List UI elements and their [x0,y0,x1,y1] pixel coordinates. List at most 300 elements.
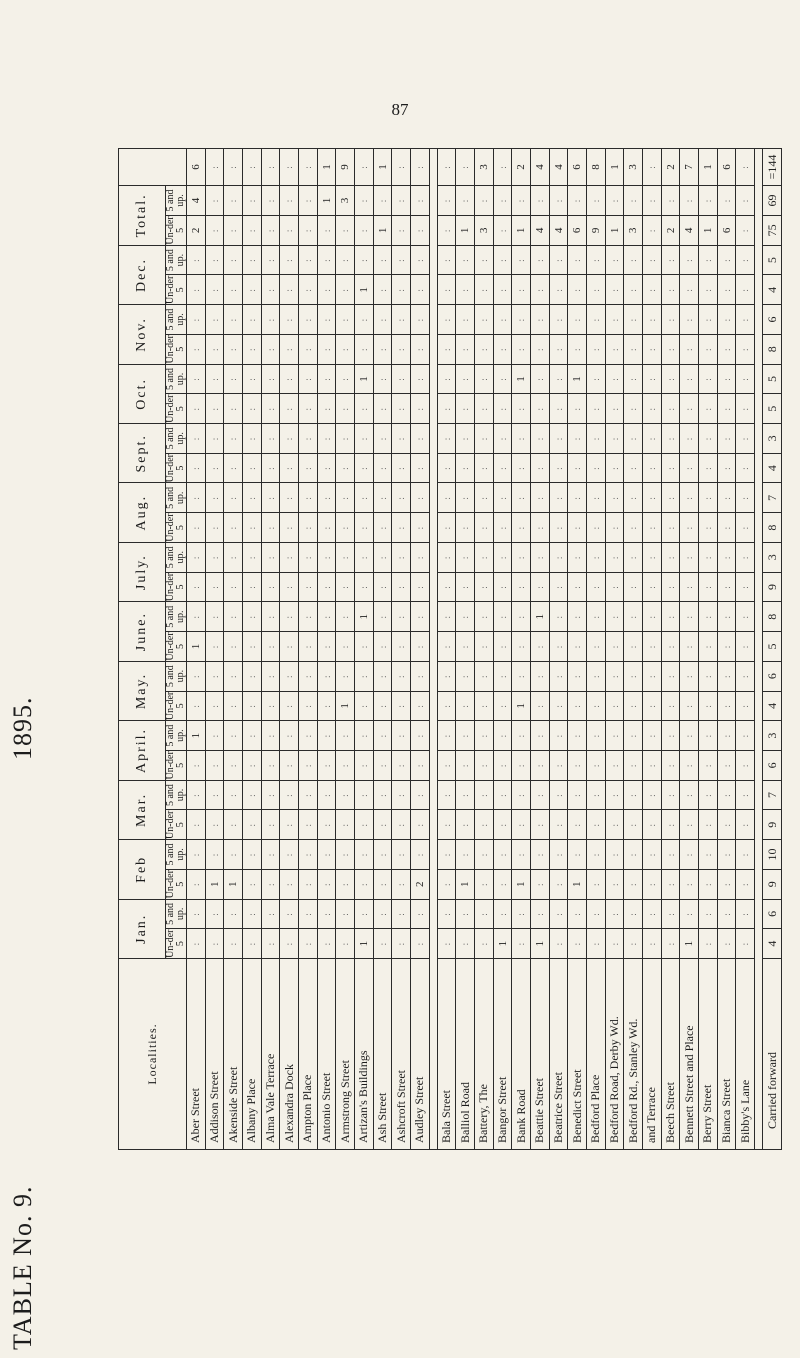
table-cell: : [373,364,392,394]
carried-forward-value: 9 [763,869,782,899]
table-cell: : [531,245,550,275]
over-5-header: 5 and up. [166,780,187,810]
table-cell: : [392,186,411,216]
table-cell: : [411,275,430,305]
table-cell: : [205,572,224,602]
table-cell: 2 [187,216,206,246]
table-cell: : [493,661,512,691]
under-5-header: Un-der 5 [165,513,186,542]
table-cell: : [736,149,755,186]
table-cell: : [717,305,736,335]
table-cell: : [224,602,243,632]
table-cell: : [187,929,206,959]
table-cell: : [336,810,355,840]
table-cell: : [493,186,512,216]
table-cell: : [493,424,512,454]
table-cell: : [717,542,736,572]
table-cell: : [299,394,318,424]
table-cell: : [549,721,568,751]
table-cell: : [261,453,280,483]
locality-name [261,959,280,1150]
carried-forward-value: 6 [763,661,782,691]
over-5-header: 5 and up. [166,364,187,394]
table-cell: : [261,334,280,364]
table-cell: : [299,721,318,751]
table-cell: : [493,275,512,305]
table-cell: : [437,216,456,246]
table-cell: : [605,245,624,275]
table-cell: : [475,186,494,216]
table-cell: : [355,245,374,275]
table-cell: : [680,186,699,216]
table-cell: : [661,305,680,335]
table-cell: : [224,216,243,246]
table-cell: : [224,840,243,870]
table-cell: : [392,483,411,513]
table-cell: : [205,305,224,335]
table-row [224,149,243,1150]
table-cell: : [493,869,512,899]
table-cell: : [699,632,718,662]
table-cell: : [437,810,456,840]
table-cell: : [661,810,680,840]
locality-label: Bibby's Lane [737,1079,752,1143]
table-cell: : [437,149,456,186]
locality-name [717,959,736,1150]
table-cell: : [661,929,680,959]
table-cell: : [437,513,456,543]
table-cell: : [205,810,224,840]
mortality-table [118,148,782,1150]
carried-forward-value: 5 [763,632,782,662]
table-cell: : [587,929,606,959]
table-cell: : [736,929,755,959]
table-cell: : [475,334,494,364]
locality-label: Ash Street [375,1092,390,1143]
under-5-header: Un-der 5 [165,870,186,899]
table-cell: : [717,750,736,780]
table-cell: : [549,869,568,899]
table-cell: : [605,869,624,899]
locality-name [411,959,430,1150]
table-cell: : [243,216,262,246]
table-cell: 1 [568,869,587,899]
table-cell: : [336,394,355,424]
table-cell: : [205,513,224,543]
table-cell: : [549,275,568,305]
table-cell: : [437,661,456,691]
table-cell: : [187,750,206,780]
table-row [373,149,392,1150]
locality-name [512,959,531,1150]
table-cell: : [568,186,587,216]
table-cell: : [512,513,531,543]
table-cell: : [392,780,411,810]
table-cell: : [624,840,643,870]
table-cell: 6 [568,216,587,246]
table-cell: : [373,929,392,959]
over-5-header: 5 and up. [166,661,187,691]
table-cell: : [437,424,456,454]
carried-forward-value: 9 [763,572,782,602]
table-cell: : [624,810,643,840]
table-cell: : [680,602,699,632]
table-cell: : [299,453,318,483]
table-cell: : [243,453,262,483]
table-cell: : [568,513,587,543]
table-cell: : [411,602,430,632]
carried-forward-value: 75 [763,216,782,246]
table-cell: : [205,602,224,632]
table-cell: : [699,899,718,929]
table-cell: : [243,542,262,572]
table-cell: : [605,483,624,513]
over-5-header: 5 and up. [166,483,187,513]
table-cell: : [587,869,606,899]
table-header-row [119,149,166,1150]
table-cell: : [224,929,243,959]
month-header: Nov. [119,305,166,364]
table-cell: : [224,305,243,335]
table-cell: : [280,661,299,691]
table-cell: : [661,364,680,394]
table-cell: : [317,305,336,335]
table-cell: : [205,394,224,424]
table-cell: : [717,661,736,691]
table-cell: : [587,424,606,454]
table-cell: : [280,334,299,364]
table-cell: : [280,245,299,275]
table-cell: : [373,840,392,870]
table-cell: : [475,899,494,929]
table-cell: : [549,602,568,632]
table-cell: : [475,364,494,394]
table-cell: : [437,929,456,959]
table-cell: : [187,453,206,483]
table-cell: : [643,483,662,513]
table-cell: : [587,810,606,840]
under-5-header: Un-der 5 [165,335,186,364]
table-cell: : [587,572,606,602]
table-cell: 6 [717,216,736,246]
table-cell: : [531,869,550,899]
table-cell: : [605,394,624,424]
table-cell: : [587,661,606,691]
table-cell: : [224,453,243,483]
table-cell: : [411,899,430,929]
table-cell: 3 [624,216,643,246]
table-cell: 4 [187,186,206,216]
table-cell: : [699,275,718,305]
table-cell: : [243,513,262,543]
table-row [475,149,494,1150]
table-cell: : [587,364,606,394]
table-cell: : [373,275,392,305]
table-cell: 9 [336,149,355,186]
table-cell: : [187,483,206,513]
under-5-header: Un-der 5 [165,453,186,483]
table-cell: : [493,899,512,929]
table-cell: : [587,186,606,216]
table-cell: : [531,424,550,454]
table-cell: 4 [531,216,550,246]
table-cell: : [736,691,755,721]
table-cell: : [355,780,374,810]
table-cell: : [661,483,680,513]
table-cell: 1 [605,216,624,246]
table-cell: : [456,453,475,483]
table-cell: : [456,810,475,840]
table-cell: : [317,780,336,810]
table-cell: : [355,810,374,840]
table-cell: : [437,691,456,721]
table-cell: : [531,453,550,483]
table-cell: : [661,513,680,543]
table-cell: : [568,572,587,602]
table-cell: : [355,750,374,780]
table-cell: : [299,780,318,810]
table-cell: 3 [624,149,643,186]
table-cell: : [280,275,299,305]
table-cell: : [411,305,430,335]
table-cell: : [355,721,374,751]
carried-forward-value: 7 [763,780,782,810]
month-header: May. [119,661,166,720]
table-cell: 1 [187,632,206,662]
table-cell: : [512,632,531,662]
table-cell: : [411,661,430,691]
table-cell: : [512,929,531,959]
carried-forward-value: 3 [763,721,782,751]
table-cell: : [549,364,568,394]
table-cell: : [493,245,512,275]
table-cell: : [317,245,336,275]
table-cell: : [392,840,411,870]
table-cell: : [392,513,411,543]
carried-forward-value: 8 [763,334,782,364]
table-cell: : [336,542,355,572]
table-cell: : [624,186,643,216]
table-cell: : [680,869,699,899]
locality-label: Artizan's Buildings [356,1050,371,1143]
table-cell: : [261,869,280,899]
table-cell: : [661,186,680,216]
table-cell: : [717,602,736,632]
month-header: July. [119,542,166,601]
table-cell: 1 [512,216,531,246]
table-cell: : [643,899,662,929]
table-cell: : [531,186,550,216]
table-cell: 4 [549,149,568,186]
table-cell: : [411,840,430,870]
table-cell: : [261,364,280,394]
table-cell: : [549,483,568,513]
table-cell: : [661,899,680,929]
table-cell: : [243,810,262,840]
table-cell: : [261,661,280,691]
table-cell: : [243,275,262,305]
table-cell: : [587,721,606,751]
table-cell: : [624,750,643,780]
table-cell: : [205,542,224,572]
table-cell: : [643,275,662,305]
table-cell: 1 [224,869,243,899]
table-cell: : [392,216,411,246]
table-cell: : [355,572,374,602]
table-cell: : [373,750,392,780]
table-cell: : [568,424,587,454]
table-cell: : [643,216,662,246]
table-cell: : [643,572,662,602]
table-cell: : [699,602,718,632]
table-cell: : [205,334,224,364]
table-cell: : [717,483,736,513]
table-cell: : [587,305,606,335]
over-5-header: 5 and up. [166,899,187,929]
table-cell: : [437,721,456,751]
table-cell: : [224,899,243,929]
table-cell: : [736,572,755,602]
table-cell: : [736,750,755,780]
carried-forward-value: 3 [763,424,782,454]
table-cell: : [336,929,355,959]
table-row [317,149,336,1150]
table-cell: : [205,186,224,216]
over-5-header: 5 and up. [166,602,187,632]
table-cell: : [205,483,224,513]
table-cell: 1 [373,216,392,246]
table-cell: : [317,691,336,721]
table-cell: : [355,691,374,721]
table-cell: : [680,899,699,929]
table-body [187,149,782,1150]
table-cell: : [549,513,568,543]
table-cell: 6 [717,149,736,186]
table-cell: : [549,186,568,216]
table-cell: : [531,572,550,602]
rotated-table-container [118,148,782,1150]
table-cell: : [587,542,606,572]
table-cell: : [736,305,755,335]
table-cell: : [699,334,718,364]
table-cell: : [411,721,430,751]
table-cell: : [475,840,494,870]
table-cell: : [280,149,299,186]
table-cell: : [717,513,736,543]
table-cell: : [411,216,430,246]
table-cell: : [568,899,587,929]
table-cell: : [699,483,718,513]
locality-label: Alexandra Dock [281,1064,296,1143]
table-cell: : [680,364,699,394]
table-cell: : [456,149,475,186]
table-cell: : [736,602,755,632]
table-cell: : [187,661,206,691]
table-row [411,149,430,1150]
table-cell: : [317,661,336,691]
table-cell: : [699,453,718,483]
locality-label: Beech Street [663,1082,678,1143]
table-cell: : [736,334,755,364]
table-cell: : [568,810,587,840]
table-cell: : [437,542,456,572]
table-cell: : [699,245,718,275]
table-cell: : [624,453,643,483]
total-header: Total. [119,186,166,246]
locality-label: Albany Place [244,1078,259,1143]
table-cell: : [224,245,243,275]
table-cell: : [699,840,718,870]
table-cell: : [475,929,494,959]
table-cell: : [243,334,262,364]
carried-forward-row [763,149,782,1150]
table-cell: : [317,334,336,364]
table-cell: : [456,275,475,305]
table-cell: : [299,186,318,216]
table-cell: : [224,632,243,662]
table-row [717,149,736,1150]
table-cell: : [280,750,299,780]
under-5-header: Un-der 5 [165,929,186,958]
table-cell: : [456,513,475,543]
table-cell: : [411,691,430,721]
table-cell: : [624,661,643,691]
table-cell: : [680,275,699,305]
table-cell: : [717,721,736,751]
table-cell: : [317,750,336,780]
locality-name [224,959,243,1150]
table-cell: : [512,602,531,632]
table-cell: : [587,780,606,810]
table-cell: : [336,840,355,870]
table-cell: : [736,186,755,216]
table-cell: : [699,186,718,216]
over-5-header: 5 and up. [166,245,187,275]
table-cell: : [299,483,318,513]
table-cell: : [336,216,355,246]
table-cell: : [624,632,643,662]
table-cell: 1 [531,602,550,632]
table-cell: : [373,483,392,513]
table-cell: : [411,929,430,959]
table-cell: : [568,750,587,780]
table-cell: : [605,810,624,840]
table-cell: : [336,750,355,780]
locality-label: Battery, The [476,1084,491,1143]
table-cell: : [475,513,494,543]
table-cell: : [373,394,392,424]
table-cell: : [437,572,456,602]
table-cell: : [699,513,718,543]
table-cell: : [317,840,336,870]
carried-forward-value: 9 [763,810,782,840]
table-cell: : [437,840,456,870]
carried-forward-value: 6 [763,899,782,929]
table-cell: : [187,691,206,721]
table-cell: : [699,869,718,899]
month-header: Oct. [119,364,166,423]
table-cell: : [299,245,318,275]
table-cell: : [643,929,662,959]
table-cell: : [205,840,224,870]
over-5-header: 5 and up. [166,424,187,454]
table-cell: : [699,780,718,810]
table-cell: : [475,721,494,751]
table-cell: : [493,149,512,186]
table-cell: : [187,424,206,454]
table-cell: : [605,424,624,454]
table-cell: : [680,542,699,572]
